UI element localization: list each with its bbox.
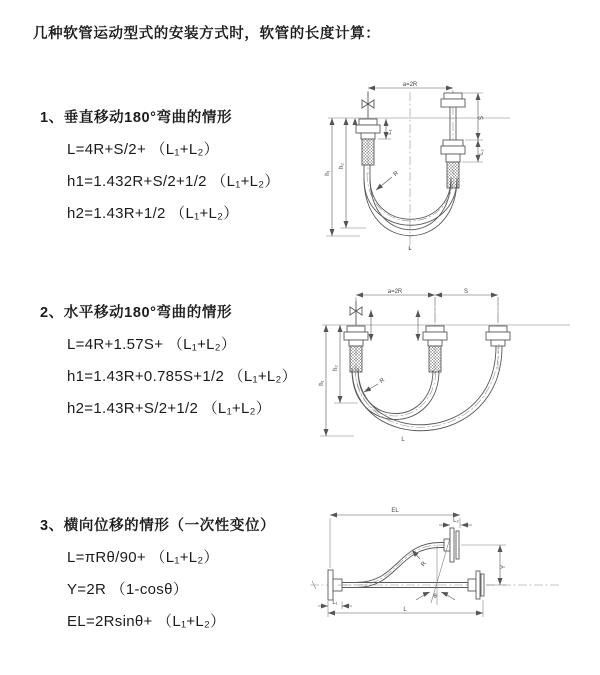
section-vertical-movement bbox=[40, 106, 280, 223]
theta-label: θ bbox=[433, 594, 437, 600]
right-fitting bbox=[486, 326, 510, 346]
middle-fitting bbox=[423, 326, 447, 372]
dimension-l1 bbox=[318, 600, 352, 609]
formula-y: Y=2R （1-cosθ） bbox=[67, 581, 189, 598]
dim-label-s: S bbox=[479, 115, 485, 121]
u-bend-hose-position-2 bbox=[352, 344, 502, 431]
valve-icon bbox=[350, 301, 362, 325]
radius-label: R bbox=[420, 560, 428, 568]
radius-label: R bbox=[392, 170, 400, 178]
braided-section bbox=[362, 139, 374, 165]
dim-label-h1: h₁ bbox=[319, 380, 325, 386]
radius-label: R bbox=[378, 377, 386, 385]
up-arrow bbox=[353, 118, 358, 125]
dim-label-el: EL bbox=[391, 508, 399, 514]
formula-el: EL=2Rsinθ+ （L₁+L₂） bbox=[67, 613, 226, 630]
dim-label-s: S bbox=[463, 289, 469, 295]
length-label: L bbox=[401, 437, 405, 443]
dimension-l bbox=[328, 600, 483, 617]
length-label: L bbox=[403, 607, 407, 613]
dim-label-h1: h₁ bbox=[325, 170, 331, 176]
diagram-lateral-displacement bbox=[298, 498, 600, 643]
diagram-horizontal-180-bend bbox=[308, 283, 600, 448]
dim-label-h2: h₂ bbox=[333, 365, 339, 371]
radius-leader bbox=[412, 550, 428, 568]
formula-length: L=4R+1.57S+ （L₁+L₂） bbox=[67, 336, 237, 353]
dim-label-h2: h₂ bbox=[339, 163, 345, 169]
section-1-heading: 1、垂直移动180°弯曲的情形 bbox=[40, 110, 233, 126]
dim-label-y: Y bbox=[501, 564, 507, 570]
section-2-heading: 2、水平移动180°弯曲的情形 bbox=[40, 305, 233, 321]
formula-h1: h1=1.432R+S/2+1/2 （L₁+L₂） bbox=[67, 173, 280, 190]
dim-label-l2: L₂ bbox=[453, 518, 459, 524]
top-dimension-s bbox=[356, 289, 498, 323]
dimension-el bbox=[330, 508, 460, 568]
right-fitting bbox=[441, 93, 465, 188]
formula-length: L=4R+S/2+ （L₁+L₂） bbox=[67, 141, 219, 158]
braided-section bbox=[429, 346, 441, 372]
formula-length: L=πRθ/90+ （L₁+L₂） bbox=[67, 549, 219, 566]
s-curve-hose bbox=[338, 543, 448, 588]
formula-h1: h1=1.43R+0.785S+1/2 （L₁+L₂） bbox=[67, 368, 297, 385]
dimension-l2 bbox=[439, 518, 472, 525]
dim-label-l1: L₁ bbox=[332, 600, 338, 606]
dim-label-l2: L₂ bbox=[479, 149, 485, 155]
section-3-heading: 3、横向位移的情形（一次性变位） bbox=[40, 518, 276, 534]
formula-h2: h2=1.43R+1/2 （L₁+L₂） bbox=[67, 205, 239, 222]
u-bend-hose bbox=[364, 165, 457, 236]
dimension-l2 bbox=[478, 140, 485, 162]
right-flange bbox=[468, 571, 484, 599]
page-title: 几种软管运动型式的安装方式时，软管的长度计算： bbox=[33, 26, 381, 42]
section-horizontal-movement bbox=[40, 301, 297, 418]
valve-icon bbox=[362, 92, 374, 118]
dimension-h1 bbox=[325, 118, 360, 236]
dim-label-a2r: a=2R bbox=[402, 82, 418, 88]
section-lateral-displacement bbox=[40, 514, 275, 631]
formula-h2: h2=1.43R+S/2+1/2 （L₁+L₂） bbox=[67, 400, 272, 417]
left-fitting bbox=[344, 326, 368, 372]
upper-flange bbox=[444, 528, 459, 562]
top-dimension-a2r bbox=[368, 82, 453, 97]
dim-label-a2r: a=2R bbox=[387, 289, 403, 295]
centerlines bbox=[368, 90, 453, 252]
left-fitting bbox=[353, 118, 381, 165]
travel-arrows bbox=[371, 310, 418, 341]
length-label: L bbox=[408, 246, 412, 252]
top-dimension-a2r bbox=[356, 289, 435, 295]
diagram-vertical-180-bend bbox=[310, 78, 600, 258]
u-bend-hose-position-1 bbox=[352, 368, 439, 420]
dim-label-l1: L₁ bbox=[387, 129, 393, 135]
radius-leader bbox=[376, 170, 400, 190]
radius-leader bbox=[364, 377, 386, 392]
